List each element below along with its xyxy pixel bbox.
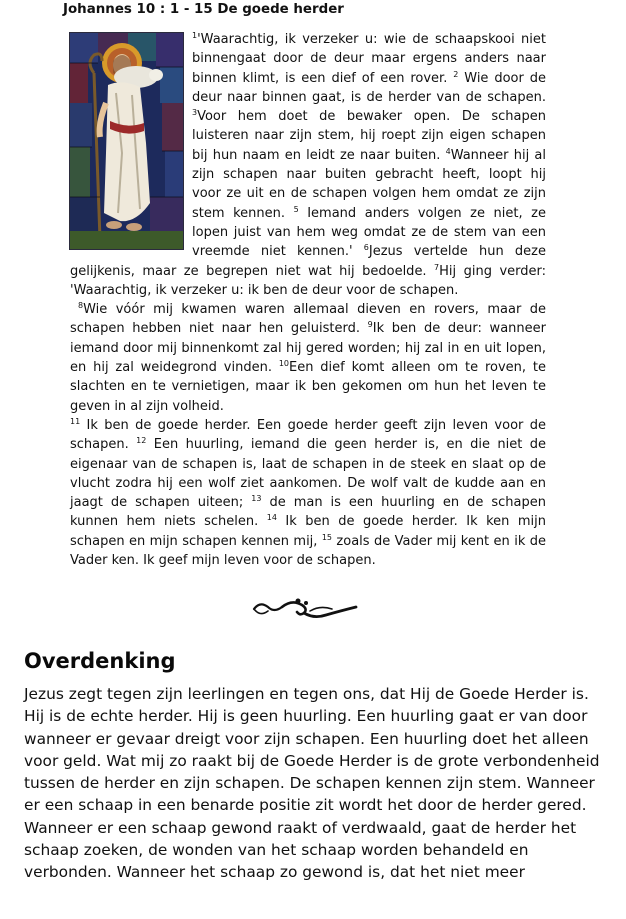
scripture-text	[70, 30, 546, 570]
flourish-ornament-icon	[250, 589, 360, 629]
verse-number: 3	[192, 108, 198, 118]
image-spacer	[70, 30, 183, 251]
verse-number: 2	[453, 69, 459, 79]
verse-text: Jezus vertelde hun deze gelijkenis, maar ze begrepen niet wat hij bedoelde.	[70, 244, 546, 279]
verse-number: 7	[434, 262, 440, 272]
verse-text: 'Waarachtig, ik verzeker u: wie de schaapskooi niet binnengaat door de deur maar ergens anders naar binnen klimt, is een dief of een rover.	[192, 32, 546, 86]
verse-text: Voor hem doet de bewaker open. De schapen luisteren naar zijn stem, hij roept zijn eigen schapen bij hun naam en leidt ze naar buiten.	[192, 109, 546, 163]
verse-text: Een dief komt alleen om te roven, te slachten en te vernietigen, maar ik ben gekomen om hun het leven te geven in al zijn volheid.	[70, 360, 546, 414]
verse-text: Wanneer hij al zijn schapen naar buiten gebracht heeft, loopt hij voor ze uit en de schapen volgen hem omdat ze zijn stem kennen.	[192, 147, 546, 221]
verse-text: Iemand anders volgen ze niet, ze lopen juist van hem weg omdat ze de stem van een vreemde niet kennen.'	[192, 205, 546, 260]
reading-title: Johannes 10 : 1 - 15 De goede herder	[63, 2, 344, 17]
verse-text: Ik ben de goede herder. Ik ken mijn schapen en mijn schapen kennen mij,	[70, 514, 547, 549]
verse-number: 13	[251, 494, 262, 504]
verse-number: 12	[136, 436, 147, 446]
verse-text: zoals de Vader mij kent en ik de Vader ken. Ik geef mijn leven voor de schapen.	[70, 533, 546, 569]
verse-number: 10	[278, 359, 289, 369]
verse-number: 4	[445, 146, 451, 156]
verse-text: Ik ben de goede herder. Een goede herder geeft zijn leven voor de schapen.	[70, 417, 546, 453]
verse-text: de man is een huurling en de schapen kunnen hem niets schelen.	[70, 495, 546, 530]
scripture-paragraph-2	[70, 300, 546, 416]
scripture-paragraph-3	[70, 416, 546, 570]
verse-number: 1	[192, 31, 198, 40]
verse-number: 11	[70, 416, 81, 426]
verse-number: 14	[266, 513, 277, 523]
verse-number: 6	[363, 243, 369, 253]
verse-text: Wie vóór mij kwamen waren allemaal dieven en rovers, maar de schapen hebben niet naar hen geluisterd.	[70, 302, 546, 337]
verse-number: 5	[293, 204, 299, 214]
verse-text: Ik ben de deur: wanneer iemand door mij binnenkomt zal hij gered worden; hij zal in en uit lopen, en hij zal weidegrond vinden.	[70, 321, 546, 376]
verse-text: Een huurling, iemand die geen herder is, en die niet de eigenaar van de schapen is, laat de schapen in de steek en slaat op de vlucht zodra hij een wolf ziet aankomen. De wolf valt de kudde aan en jaagt de schapen uiteen;	[70, 437, 546, 511]
meditation-text: Jezus zegt tegen zijn leerlingen en tegen ons, dat Hij de Goede Herder is. Hij is de echte herder. Hij is geen huurling. Een huurling gaat er van door wanneer er gevaar dreigt voor zijn schapen. Een huurling doet het alleen voor geld. Wat mij zo raakt bij de Goede Herder is de grote verbondenheid tussen de herder en zijn schapen. De schapen kennen zijn stem. Wanneer er een schaap in een benarde positie zit wordt het door de herder gered. Wanneer er een schaap gewond raakt of verdwaald, gaat de herder het schaap zoeken, de wonden van het schaap worden behandeld en verbonden. Wanneer het schaap zo gewond is, dat het niet meer	[24, 685, 600, 882]
verse-number: 9	[367, 320, 373, 330]
verse-number: 15	[321, 532, 333, 542]
verse-text: Hij ging verder: 'Waarachtig, ik verzeker u: ik ben de deur voor de schapen.	[70, 263, 546, 298]
meditation-heading: Overdenking	[24, 649, 176, 673]
verse-text: Wie door de deur naar binnen gaat, is de herder van de schapen.	[192, 70, 546, 105]
verse-number: 8	[78, 301, 84, 311]
